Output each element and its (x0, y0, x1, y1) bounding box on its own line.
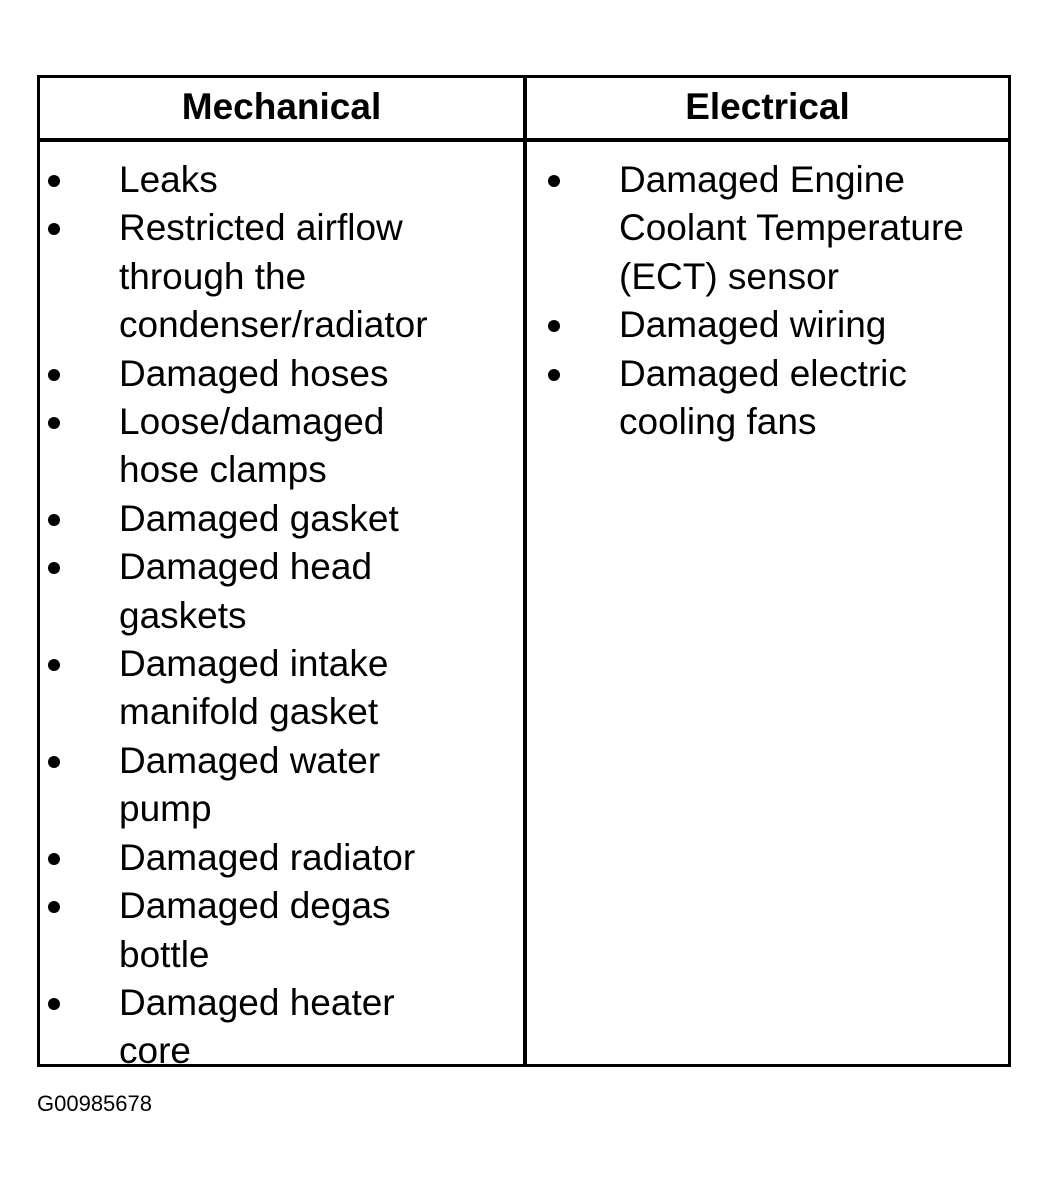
item-text: Restricted airflow through the condenser/radiator (119, 207, 428, 346)
list-item (527, 301, 1008, 349)
bullet-icon (48, 223, 60, 235)
list-item (40, 156, 522, 204)
item-text: Loose/damaged hose clamps (119, 401, 385, 491)
item-text: Damaged electric cooling fans (619, 352, 907, 443)
bullet-icon (48, 417, 60, 429)
bullet-icon (48, 756, 60, 768)
figure-id: G00985678 (37, 1091, 152, 1116)
mechanical-list (40, 156, 522, 1076)
list-item (40, 882, 522, 979)
list-item (527, 350, 1008, 447)
list-item (40, 543, 522, 640)
list-item (40, 979, 522, 1076)
electrical-list (527, 156, 1008, 446)
bullet-icon (548, 320, 560, 332)
item-text: Damaged hoses (119, 352, 389, 394)
header-rule (40, 138, 1008, 142)
list-item (40, 398, 522, 495)
item-text: Damaged degas bottle (119, 885, 391, 975)
bullet-icon (48, 175, 60, 187)
item-text: Damaged gasket (119, 497, 399, 539)
bullet-icon (48, 369, 60, 381)
list-item (527, 156, 1008, 301)
bullet-icon (48, 901, 60, 913)
mechanical-header: Mechanical (181, 86, 382, 127)
bullet-icon (548, 369, 560, 381)
bullet-icon (48, 562, 60, 574)
bullet-icon (548, 175, 560, 187)
bullet-icon (48, 853, 60, 865)
bullet-icon (48, 998, 60, 1010)
item-text: Damaged heater core (119, 981, 395, 1072)
bullet-icon (48, 514, 60, 526)
item-text: Damaged intake manifold gasket (119, 643, 389, 733)
causes-table (37, 75, 1011, 1072)
list-item (40, 204, 522, 349)
list-item (40, 350, 522, 398)
electrical-header: Electrical (685, 86, 850, 127)
item-text: Damaged Engine Coolant Temperature (ECT) sensor (619, 159, 964, 297)
item-text: Damaged wiring (619, 304, 887, 346)
bullet-icon (48, 659, 60, 671)
item-text: Leaks (119, 159, 218, 200)
item-text: Damaged head gaskets (119, 546, 373, 636)
item-text: Damaged radiator (119, 836, 416, 878)
list-item (40, 737, 522, 834)
list-item (40, 640, 522, 737)
list-item (40, 834, 522, 882)
item-text: Damaged water pump (119, 739, 381, 830)
list-item (40, 495, 522, 543)
